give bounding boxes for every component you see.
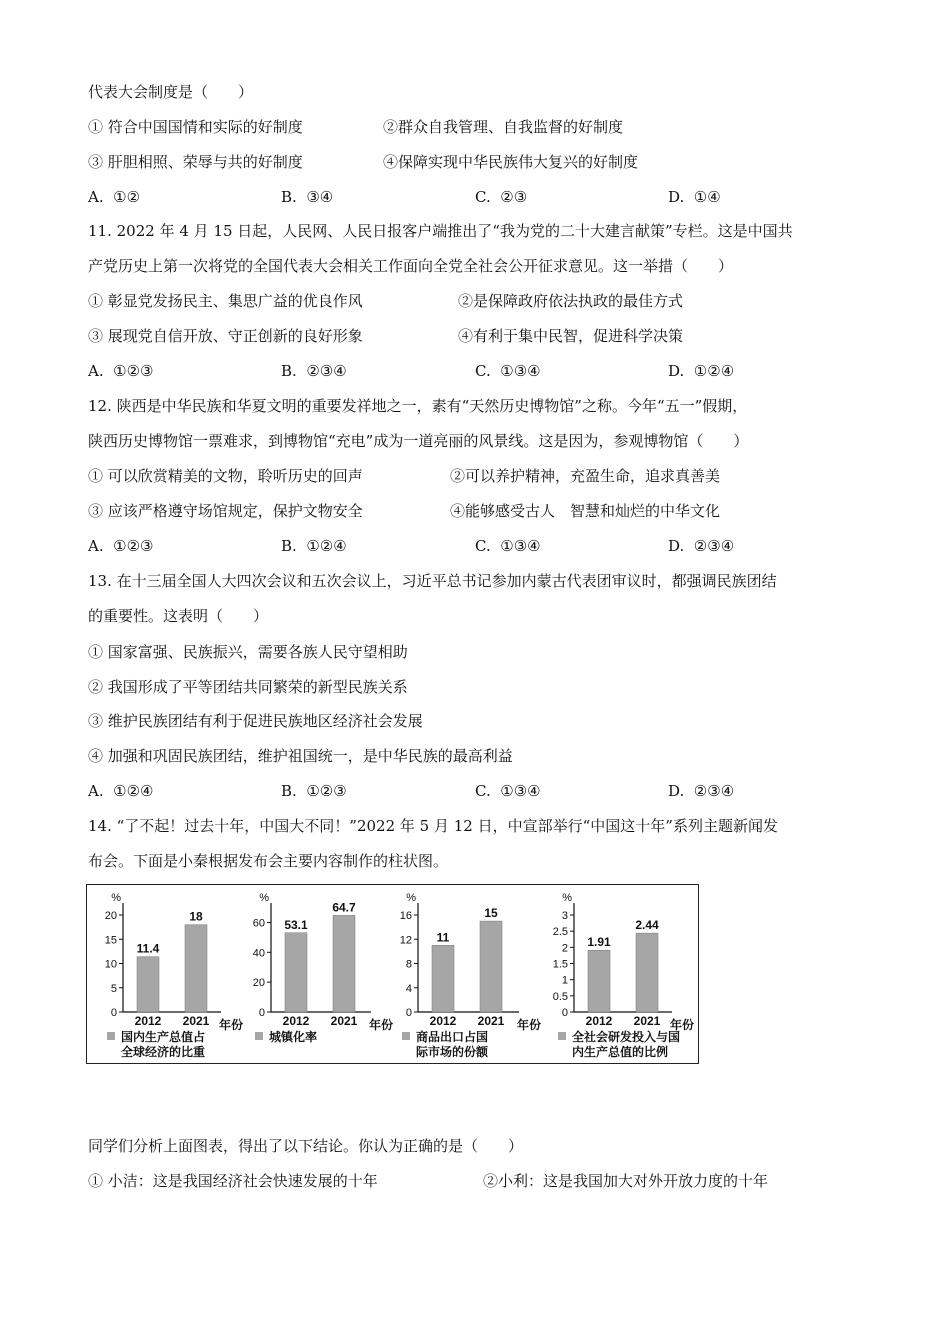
bar-2012 <box>285 933 307 1012</box>
x-axis-label: 年份 <box>369 1018 394 1032</box>
bar-2021 <box>480 921 502 1012</box>
y-tick-label: 40 <box>252 947 265 960</box>
q11-stem-line2: 产党历史上第一次将党的全国代表大会相关工作面向全党全社会公开征求意见。这一举措（ ） <box>88 257 734 275</box>
legend-swatch <box>558 1032 566 1040</box>
q12-answer-b: B. ①②④ <box>281 537 347 555</box>
data-label: 2.44 <box>635 918 659 933</box>
legend-text: 内生产总值的比例 <box>572 1045 669 1059</box>
y-tick-label: 0 <box>561 1007 568 1019</box>
y-tick-label: 1 <box>561 974 568 987</box>
legend-text: 商品出口占国 <box>416 1030 489 1044</box>
q11-stem-line1: 11. 2022 年 4 月 15 日起，人民网、人民日报客户端推出了“我为党的二十大建言献策”专栏。这是中国共 <box>88 222 793 240</box>
q14-question: 同学们分析上面图表，得出了以下结论。你认为正确的是（ ） <box>88 1137 524 1155</box>
legend-swatch <box>107 1032 115 1040</box>
y-tick-label: 5 <box>110 982 117 995</box>
q10-answer-b: B. ③④ <box>281 188 334 206</box>
legend-swatch <box>255 1032 263 1040</box>
q11-answer-d: D. ①②④ <box>668 362 735 380</box>
q11-option-1: ① 彰显党发扬民主、集思广益的优良作风 <box>88 292 363 310</box>
data-label: 64.7 <box>332 900 356 915</box>
legend-swatch <box>402 1032 410 1040</box>
unit-label: % <box>562 892 572 904</box>
q12-option-1: ① 可以欣赏精美的文物，聆听历史的回声 <box>88 467 363 485</box>
q10-option-2: ②群众自我管理、自我监督的好制度 <box>383 118 624 136</box>
category-label: 2021 <box>182 1014 210 1028</box>
q10-option-4: ④保障实现中华民族伟大复兴的好制度 <box>383 153 639 171</box>
legend-text: 全球经济的比重 <box>121 1045 206 1059</box>
q12-stem-line1: 12. 陕西是中华民族和华夏文明的重要发祥地之一，素有“天然历史博物馆”之称。今年“五一”假期， <box>88 397 748 415</box>
unit-label: % <box>259 892 269 904</box>
y-tick-label: 0 <box>405 1007 412 1019</box>
legend-text: 国内生产总值占 <box>121 1030 206 1044</box>
q13-answer-a: A. ①②④ <box>88 782 154 800</box>
y-tick-label: 1.5 <box>552 958 568 971</box>
q14-option-2: ②小利：这是我国加大对外开放力度的十年 <box>483 1172 769 1190</box>
bar-2012 <box>137 957 159 1012</box>
legend-text: 际市场的份额 <box>416 1045 489 1059</box>
q11-answer-b: B. ②③④ <box>281 362 347 380</box>
y-tick-label: 8 <box>405 958 412 971</box>
legend-text: 全社会研发投入与国 <box>572 1030 681 1044</box>
y-tick-label: 0.5 <box>552 990 568 1003</box>
unit-label: % <box>111 892 121 904</box>
q14-stem-line1: 14. “了不起！过去十年，中国大不同！”2022 年 5 月 12 日，中宣部举行“中国这十年”系列主题新闻发 <box>88 817 778 835</box>
q13-answer-c: C. ①③④ <box>475 782 541 800</box>
q12-answer-a: A. ①②③ <box>88 537 154 555</box>
y-tick-label: 20 <box>252 977 265 990</box>
category-label: 2021 <box>330 1014 358 1028</box>
y-tick-label: 3 <box>561 910 568 922</box>
bar-2012 <box>588 950 610 1012</box>
data-label: 11.4 <box>136 941 160 956</box>
q13-option-4: ④ 加强和巩固民族团结，维护祖国统一，是中华民族的最高利益 <box>88 747 513 765</box>
bar-2012 <box>432 945 454 1012</box>
q13-stem-line1: 13. 在十三届全国人大四次会议和五次会议上，习近平总书记参加内蒙古代表团审议时，都强调民族团结 <box>88 572 777 590</box>
data-label: 11 <box>436 930 450 945</box>
bar-2021 <box>636 933 658 1012</box>
category-label: 2012 <box>429 1014 457 1028</box>
q11-answer-c: C. ①③④ <box>475 362 541 380</box>
unit-label: % <box>406 892 416 904</box>
data-label: 53.1 <box>284 917 308 932</box>
y-tick-label: 15 <box>104 934 117 947</box>
category-label: 2012 <box>134 1014 162 1028</box>
bar-2021 <box>333 915 355 1012</box>
category-label: 2021 <box>633 1014 661 1028</box>
y-tick-label: 0 <box>110 1007 117 1019</box>
data-label: 18 <box>189 909 203 924</box>
q10-answer-d: D. ①④ <box>668 188 721 206</box>
category-label: 2012 <box>585 1014 613 1028</box>
y-tick-label: 20 <box>104 910 117 922</box>
y-tick-label: 2.5 <box>552 926 568 939</box>
y-tick-label: 2 <box>561 942 568 955</box>
q12-option-4: ④能够感受古人 智慧和灿烂的中华文化 <box>450 502 721 520</box>
bar-chart-panel <box>86 884 699 1064</box>
q10-option-3: ③ 肝胆相照、荣辱与共的好制度 <box>88 153 303 171</box>
y-tick-label: 12 <box>399 934 412 947</box>
q13-option-1: ① 国家富强、民族振兴，需要各族人民守望相助 <box>88 643 408 661</box>
y-tick-label: 0 <box>258 1007 265 1019</box>
q10-stem-tail: 代表大会制度是（ ） <box>88 83 254 101</box>
q12-option-2: ②可以养护精神，充盈生命，追求真善美 <box>450 467 721 485</box>
x-axis-label: 年份 <box>670 1018 695 1032</box>
y-tick-label: 10 <box>104 958 117 971</box>
q14-option-1: ① 小洁：这是我国经济社会快速发展的十年 <box>88 1172 378 1190</box>
q10-option-1: ① 符合中国国情和实际的好制度 <box>88 118 303 136</box>
y-tick-label: 16 <box>399 910 412 922</box>
q11-option-2: ②是保障政府依法执政的最佳方式 <box>458 292 684 310</box>
legend-text: 城镇化率 <box>269 1030 318 1044</box>
q13-answer-b: B. ①②③ <box>281 782 347 800</box>
bar-charts-svg <box>87 885 698 1063</box>
bar-2021 <box>185 925 207 1012</box>
category-label: 2012 <box>282 1014 310 1028</box>
q14-stem-line2: 布会。下面是小秦根据发布会主要内容制作的柱状图。 <box>88 852 449 870</box>
q11-answer-a: A. ①②③ <box>88 362 154 380</box>
category-label: 2021 <box>477 1014 505 1028</box>
q11-option-3: ③ 展现党自信开放、守正创新的良好形象 <box>88 327 363 345</box>
q12-answer-d: D. ②③④ <box>668 537 735 555</box>
q10-answer-a: A. ①② <box>88 188 141 206</box>
data-label: 15 <box>484 906 498 921</box>
q13-option-2: ② 我国形成了平等团结共同繁荣的新型民族关系 <box>88 678 408 696</box>
q13-answer-d: D. ②③④ <box>668 782 735 800</box>
q12-stem-line2: 陕西历史博物馆一票难求，到博物馆“充电”成为一道亮丽的风景线。这是因为，参观博物馆（ ） <box>88 432 749 450</box>
q10-answer-c: C. ②③ <box>475 188 528 206</box>
data-label: 1.91 <box>587 935 611 950</box>
q11-option-4: ④有利于集中民智，促进科学决策 <box>458 327 684 345</box>
x-axis-label: 年份 <box>219 1018 244 1032</box>
q12-answer-c: C. ①③④ <box>475 537 541 555</box>
y-tick-label: 60 <box>252 917 265 930</box>
x-axis-label: 年份 <box>517 1018 542 1032</box>
y-tick-label: 4 <box>405 982 412 995</box>
q13-option-3: ③ 维护民族团结有利于促进民族地区经济社会发展 <box>88 712 423 730</box>
q13-stem-line2: 的重要性。这表明（ ） <box>88 607 269 625</box>
q12-option-3: ③ 应该严格遵守场馆规定，保护文物安全 <box>88 502 363 520</box>
